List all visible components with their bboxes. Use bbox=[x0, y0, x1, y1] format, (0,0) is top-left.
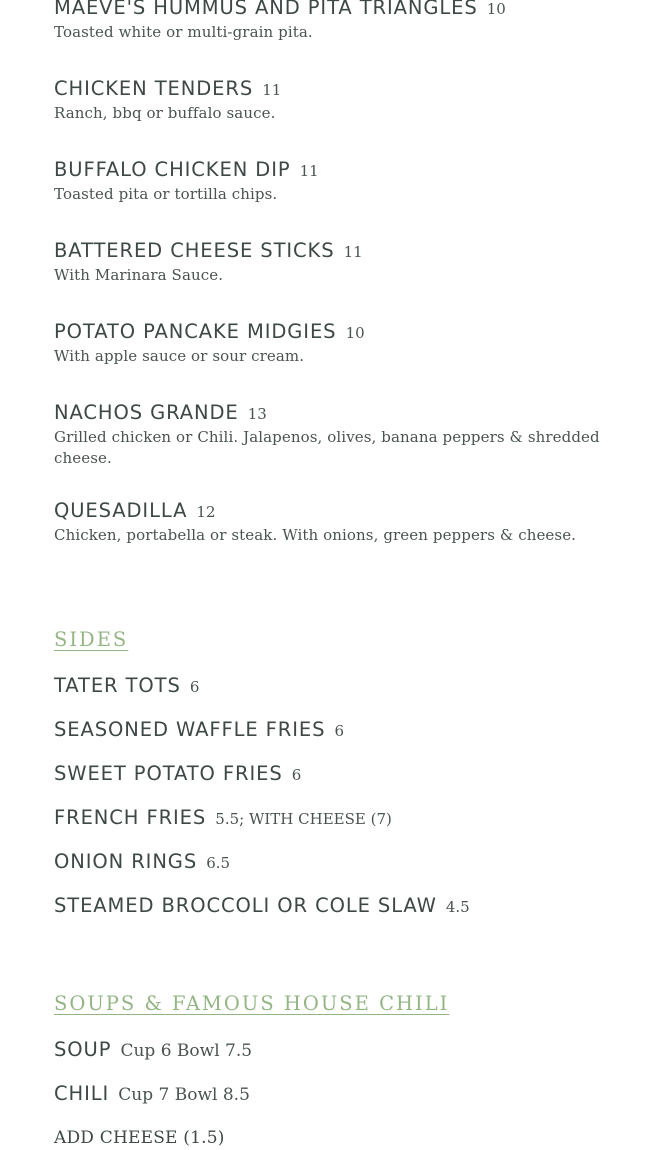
menu-item-potato-pancake-midgies bbox=[54, 320, 639, 367]
item-name: CHILI bbox=[54, 1082, 110, 1105]
soup-item-chili bbox=[54, 1082, 639, 1126]
item-description: Toasted white or multi-grain pita. bbox=[54, 23, 313, 41]
add-cheese-option: ADD CHEESE (1.5) bbox=[54, 1128, 225, 1148]
item-price: 4.5 bbox=[445, 898, 470, 916]
item-description: Chicken, portabella or steak. With onions, green peppers & cheese. bbox=[54, 526, 577, 544]
item-description: With Marinara Sauce. bbox=[54, 266, 224, 284]
side-item-onion-rings bbox=[54, 850, 639, 894]
item-description: Ranch, bbq or buffalo sauce. bbox=[54, 104, 276, 122]
item-description: Toasted pita or tortilla chips. bbox=[54, 185, 278, 203]
side-item-waffle-fries bbox=[54, 718, 639, 762]
item-name: SWEET POTATO FRIES bbox=[54, 762, 283, 785]
item-name: CHICKEN TENDERS bbox=[54, 77, 254, 100]
item-price: 6 bbox=[291, 766, 302, 784]
item-price: 11 bbox=[343, 243, 363, 261]
item-price: Cup 7 Bowl 8.5 bbox=[118, 1085, 250, 1105]
side-item-broccoli-cole-slaw bbox=[54, 894, 639, 992]
item-name: SOUP bbox=[54, 1038, 112, 1061]
item-name: TATER TOTS bbox=[54, 674, 181, 697]
item-name: SEASONED WAFFLE FRIES bbox=[54, 718, 326, 741]
menu-item-quesadilla bbox=[54, 499, 639, 546]
item-name: FRENCH FRIES bbox=[54, 806, 207, 829]
item-description: Grilled chicken or Chili. Jalapenos, olives, banana peppers & shredded cheese. bbox=[54, 428, 600, 467]
item-price: Cup 6 Bowl 7.5 bbox=[120, 1041, 253, 1061]
soups-section bbox=[54, 992, 639, 1150]
menu-item-nachos-grande bbox=[54, 401, 639, 469]
item-name: BATTERED CHEESE STICKS bbox=[54, 239, 335, 262]
section-title-sides: SIDES bbox=[54, 628, 129, 651]
item-name: POTATO PANCAKE MIDGIES bbox=[54, 320, 337, 343]
menu-item-hummus bbox=[54, 0, 639, 43]
soup-item-soup bbox=[54, 1038, 639, 1082]
menu-page bbox=[54, 0, 639, 1150]
item-name: NACHOS GRANDE bbox=[54, 401, 239, 424]
item-price: 11 bbox=[299, 162, 319, 180]
side-item-sweet-potato-fries bbox=[54, 762, 639, 806]
item-price: 10 bbox=[486, 0, 506, 18]
item-name: MAEVE'S HUMMUS AND PITA TRIANGLES bbox=[54, 0, 478, 19]
item-price: 6 bbox=[334, 722, 345, 740]
section-title-soups: SOUPS & FAMOUS HOUSE CHILI bbox=[54, 992, 450, 1015]
item-name: ONION RINGS bbox=[54, 850, 198, 873]
appetizers-list bbox=[54, 0, 639, 546]
item-price: 12 bbox=[196, 503, 216, 521]
menu-item-buffalo-chicken-dip bbox=[54, 158, 639, 205]
item-price: 6 bbox=[189, 678, 200, 696]
item-price: 11 bbox=[262, 81, 282, 99]
menu-item-chicken-tenders bbox=[54, 77, 639, 124]
item-price: 5.5; WITH CHEESE (7) bbox=[215, 810, 392, 828]
item-description: With apple sauce or sour cream. bbox=[54, 347, 305, 365]
item-name: BUFFALO CHICKEN DIP bbox=[54, 158, 291, 181]
side-item-french-fries bbox=[54, 806, 639, 850]
item-price: 6.5 bbox=[206, 854, 231, 872]
side-item-tater-tots bbox=[54, 674, 639, 718]
sides-section bbox=[54, 628, 639, 992]
item-name: QUESADILLA bbox=[54, 499, 188, 522]
item-price: 10 bbox=[345, 324, 365, 342]
item-price: 13 bbox=[247, 405, 267, 423]
menu-item-cheese-sticks bbox=[54, 239, 639, 286]
item-name: STEAMED BROCCOLI OR COLE SLAW bbox=[54, 894, 437, 917]
